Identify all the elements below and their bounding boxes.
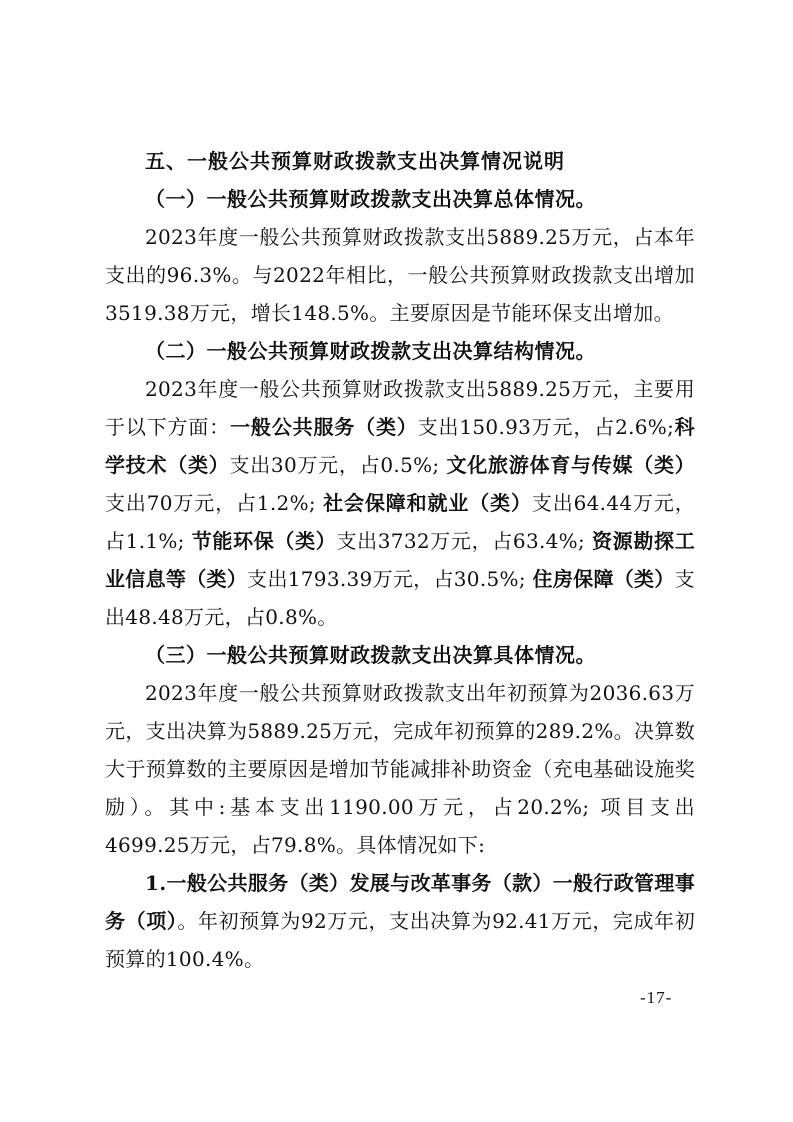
sub2-category-energy-environment: 节能环保（类） — [191, 529, 337, 553]
sub2-text-culture-tourism: 支出70万元，占1.2%; — [105, 491, 324, 515]
subsection-1-body: 2023年度一般公共预算财政拨款支出5889.25万元，占本年支出的96.3%。与2022年相比，一般公共预算财政拨款支出增加3519.38万元，增长148.5%。主要原因是节能环保支出增加。 — [105, 225, 695, 325]
item-1-body: 。年初预算为92万元，支出决算为92.41万元，完成年初预算的100.4%。 — [105, 909, 695, 971]
subsection-1-title: （一）一般公共预算财政拨款支出决算总体情况。 — [145, 187, 596, 211]
sub2-category-housing: 住房保障（类） — [532, 567, 675, 591]
subsection-2-body — [105, 370, 695, 636]
sub2-text-science-technology: 支出30万元，占0.5%; — [229, 453, 447, 477]
sub2-category-general-public-services: 一般公共服务（类） — [230, 415, 418, 439]
item-1-title: 1.一般公共服务（类）发展与改革事务（款）一般行政管理事务（项） — [105, 871, 695, 933]
sub2-category-science-technology: 科学技术（类） — [105, 415, 695, 477]
sub2-text-resources-industry: 支出1793.39万元，占30.5%; — [247, 567, 533, 591]
item-1-paragraph — [105, 864, 695, 978]
sub2-text-general-public-services: 支出150.93万元，占2.6%; — [417, 415, 675, 439]
section-title: 五、一般公共预算财政拨款支出决算情况说明 — [145, 149, 565, 173]
subsection-3-title: （三）一般公共预算财政拨款支出决算具体情况。 — [145, 643, 596, 667]
sub2-text-energy-environment: 支出3732万元，占63.4%; — [336, 529, 593, 553]
subsection-2-title: （二）一般公共预算财政拨款支出决算结构情况。 — [145, 339, 596, 363]
sub2-text-social-security: 支出64.44万元，占1.1%; — [105, 491, 695, 553]
sub2-text-housing: 支出48.48万元，占0.8%。 — [105, 567, 695, 629]
sub2-text-intro: 2023年度一般公共预算财政拨款支出5889.25万元，主要用于以下方面： — [105, 377, 695, 439]
sub2-category-resources-industry: 资源勘探工业信息等（类） — [105, 529, 695, 591]
page-number: -17- — [640, 988, 673, 1007]
subsection-3-body: 2023年度一般公共预算财政拨款支出年初预算为2036.63万元，支出决算为5889.25万元，完成年初预算的289.2%。决算数大于预算数的主要原因是增加节能减排补助资金（充电基础设施奖励）。其中:基本支出1190.00万元，占20.2%; 项目支出4699.25万元，占79.8%。具体情况如下: — [105, 681, 695, 857]
sub2-category-social-security: 社会保障和就业（类） — [323, 491, 532, 515]
sub2-category-culture-tourism: 文化旅游体育与传媒（类） — [446, 453, 695, 477]
